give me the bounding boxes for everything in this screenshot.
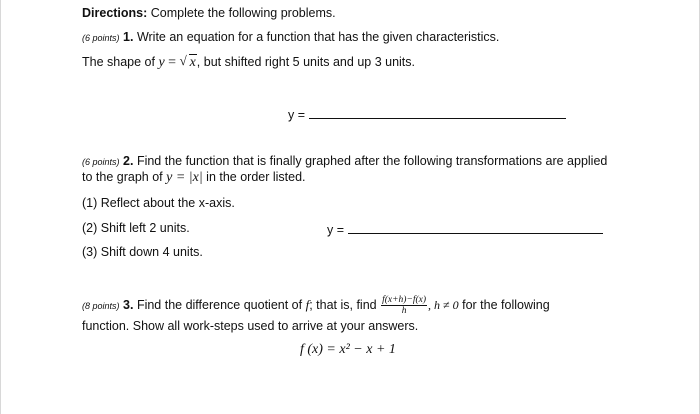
question-2-header (82, 154, 607, 168)
q2-answer-label: y = (327, 223, 345, 237)
q1-expr-arg: x (189, 55, 196, 70)
q3-points: (8 points) (82, 300, 120, 311)
q2-prompt-line1: Find the function that is finally graphed after the following transformations are applied (136, 154, 608, 168)
sqrt-symbol: √ x (179, 53, 196, 70)
q1-expr-lhs: y (158, 55, 165, 70)
q2-number: 2. (123, 154, 134, 168)
q1-number: 1. (123, 30, 134, 44)
q3-func-name: f (305, 296, 310, 312)
q3-function: f (x) = x² − x + 1 (300, 342, 396, 357)
q2-step-3: (3) Shift down 4 units. (82, 245, 203, 259)
q3-prompt-post: for the following (462, 297, 550, 312)
q1-expr-eq: = (168, 55, 177, 70)
q2-answer (327, 221, 603, 237)
q2-prompt-pre: to the graph of (82, 170, 163, 184)
q2-answer-blank[interactable] (348, 221, 603, 234)
page-left-edge (0, 0, 1, 414)
q2-step-2: (2) Shift left 2 units. (82, 221, 190, 235)
q3-prompt-mid: ; that is, find (309, 297, 377, 312)
q1-answer (288, 106, 566, 122)
q2-points: (6 points) (82, 157, 120, 167)
question-1-header (82, 30, 499, 44)
q1-answer-blank[interactable] (309, 106, 566, 119)
question-3-header (82, 295, 550, 316)
q1-shape-pre: The shape of (82, 55, 155, 69)
q3-prompt-line2: function. Show all work-steps used to arrive at your answers. (82, 319, 419, 333)
difference-quotient-fraction (381, 295, 427, 316)
q1-shape-expression (158, 55, 196, 70)
q1-points: (6 points) (82, 33, 120, 43)
directions-label: Directions: (82, 6, 148, 20)
q2-prompt-line2 (82, 170, 306, 186)
fraction-numerator: f(x+h)−f(x) (382, 295, 427, 305)
fraction-denominator: h (401, 306, 407, 316)
q3-condition: , h ≠ 0 (428, 297, 459, 312)
q3-number: 3. (123, 297, 134, 312)
directions-text: Complete the following problems. (150, 6, 336, 20)
q1-prompt: Write an equation for a function that has the given characteristics. (136, 30, 500, 44)
q1-shape-line (82, 55, 415, 71)
q2-prompt-post: in the order listed. (206, 170, 306, 184)
q2-abs-expression: y = |x| (166, 170, 203, 185)
q1-shape-post: , but shifted right 5 units and up 3 units. (196, 55, 415, 69)
q1-answer-label: y = (288, 108, 306, 122)
q3-prompt-pre: Find the difference quotient of (136, 297, 303, 312)
directions-line (82, 6, 336, 20)
q2-step-1: (1) Reflect about the x-axis. (82, 196, 235, 210)
